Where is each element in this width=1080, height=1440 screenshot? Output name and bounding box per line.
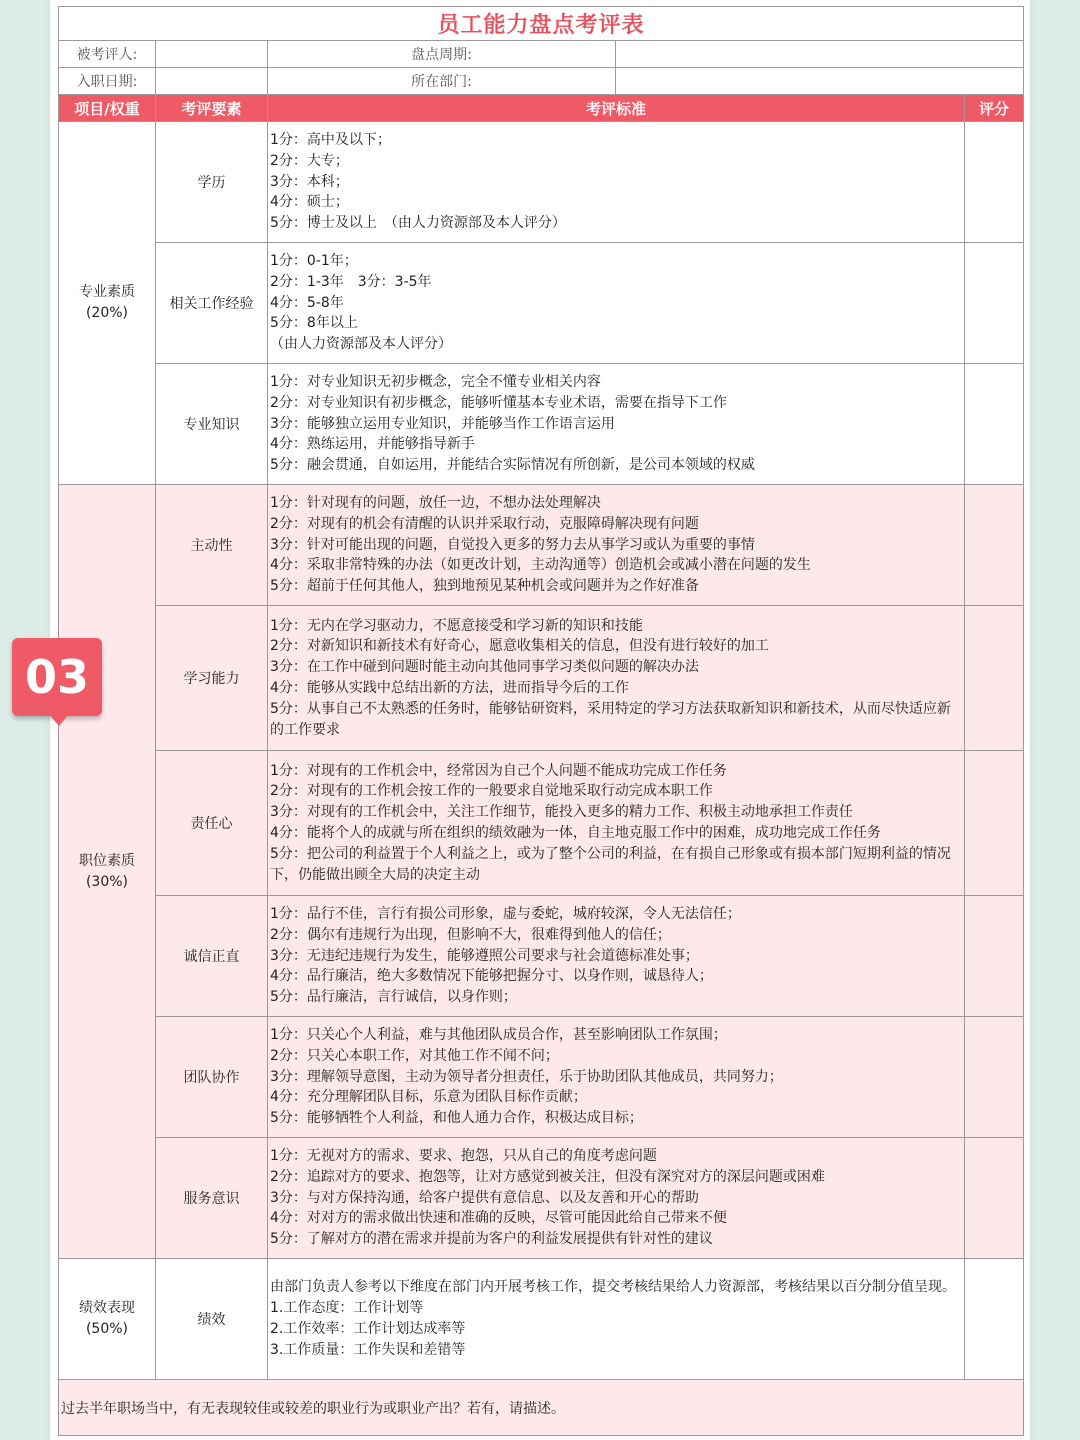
criteria-line: 2分：大专； xyxy=(270,152,349,169)
score-field[interactable] xyxy=(965,243,1024,364)
criteria-cell xyxy=(268,243,965,364)
factor-cell: 服务意识 xyxy=(156,1138,268,1259)
score-field[interactable] xyxy=(965,1259,1024,1380)
factor-cell: 团队协作 xyxy=(156,1017,268,1138)
criteria-cell xyxy=(268,1259,965,1380)
criteria-line: 5分：从事自己不太熟悉的任务时，能够钻研资料，采用特定的学习方法获取新知识和新技术，从而尽快适应新的工作要求 xyxy=(270,700,951,738)
category-performance xyxy=(59,1259,156,1380)
criteria-line: 4分：对对方的需求做出快速和准确的反映，尽管可能因此给自己带来不便 xyxy=(270,1210,727,1227)
criteria-line: 5分：了解对方的潜在需求并提前为客户的利益发展提供有针对性的建议 xyxy=(270,1231,713,1248)
category-label: 职位素质 xyxy=(79,852,135,869)
criteria-line: 2分：偶尔有违规行为出现，但影响不大，很难得到他人的信任； xyxy=(270,926,671,943)
category-label: 专业素质 xyxy=(79,284,135,300)
criteria-line: 1分：0-1年； xyxy=(270,253,358,269)
criteria-line: 1分：品行不佳，言行有损公司形象，虚与委蛇，城府较深，令人无法信任； xyxy=(270,906,741,922)
hire-date-label: 入职日期: xyxy=(59,68,156,95)
criteria-line: 2分：1-3年 3分：3-5年 xyxy=(270,273,432,290)
department-label: 所在部门: xyxy=(268,68,616,95)
criteria-line: 3分：在工作中碰到问题时能主动向其他同事学习类似问题的解决办法 xyxy=(270,659,699,676)
score-field[interactable] xyxy=(965,485,1024,606)
criteria-cell xyxy=(268,896,965,1017)
badge-pointer xyxy=(49,714,69,726)
category-position xyxy=(59,485,156,1259)
period-field[interactable] xyxy=(616,41,1024,68)
factor-cell: 诚信正直 xyxy=(156,896,268,1017)
criteria-line: 4分：熟练运用，并能够指导新手 xyxy=(270,436,475,453)
closing-question-field[interactable] xyxy=(59,1380,1024,1436)
criteria-line: 5分：融会贯通，自如运用，并能结合实际情况有所创新，是公司本领域的权威 xyxy=(270,457,755,474)
criteria-line: 3分：对现有的工作机会中，关注工作细节，能投入更多的精力工作、积极主动地承担工作责任 xyxy=(270,804,853,821)
header-criteria: 考评标准 xyxy=(268,95,965,122)
page-title: 员工能力盘点考评表 xyxy=(59,7,1024,41)
criteria-cell xyxy=(268,122,965,243)
criteria-line: 4分：充分理解团队目标，乐意为团队目标作贡献； xyxy=(270,1089,587,1106)
closing-question: 过去半年职场当中，有无表现较佳或较差的职业行为或职业产出？若有，请描述。 xyxy=(61,1400,565,1417)
factor-cell: 学习能力 xyxy=(156,606,268,751)
criteria-line: 3分：理解领导意图，主动为领导者分担责任，乐于协助团队其他成员，共同努力； xyxy=(270,1068,783,1085)
criteria-line: 1.工作态度：工作计划等 xyxy=(270,1300,424,1317)
evaluation-table xyxy=(58,6,1024,1436)
criteria-line: 5分：博士及以上 （由人力资源部及本人评分） xyxy=(270,215,566,232)
criteria-line: 4分：能将个人的成就与所在组织的绩效融为一体，自主地克服工作中的困难，成功地完成工作任务 xyxy=(270,825,881,841)
score-field[interactable] xyxy=(965,896,1024,1017)
section-badge: 03 xyxy=(12,638,102,716)
criteria-line: 5分：能够牺牲个人利益，和他人通力合作，积极达成目标； xyxy=(270,1110,643,1127)
criteria-line: 2分：对现有的机会有清醒的认识并采取行动，克服障碍解决现有问题 xyxy=(270,515,699,532)
criteria-line: 1分：高中及以下； xyxy=(270,132,391,148)
criteria-line: 2分：对新知识和新技术有好奇心，愿意收集相关的信息，但没有进行较好的加工 xyxy=(270,638,769,655)
criteria-line: 5分：把公司的利益置于个人利益之上，或为了整个公司的利益，在有损自己形象或有损本部门短期利益的情况下，仍能做出顾全大局的决定主动 xyxy=(270,845,951,883)
criteria-line: 1分：无内在学习驱动力，不愿意接受和学习新的知识和技能 xyxy=(270,617,643,634)
criteria-line: 2分：只关心本职工作，对其他工作不闻不问； xyxy=(270,1047,559,1064)
criteria-line: 3分：能够独立运用专业知识，并能够当作工作语言运用 xyxy=(270,415,615,432)
score-field[interactable] xyxy=(965,364,1024,485)
criteria-line: 4分：采取非常特殊的办法（如更改计划，主动沟通等）创造机会或减小潜在问题的发生 xyxy=(270,557,811,574)
criteria-line: 4分：能够从实践中总结出新的方法，进而指导今后的工作 xyxy=(270,680,629,696)
criteria-line: 2分：追踪对方的要求、抱怨等，让对方感觉到被关注，但没有深究对方的深层问题或困难 xyxy=(270,1168,825,1185)
criteria-line: 1分：对现有的工作机会中，经常因为自己个人问题不能成功完成工作任务 xyxy=(270,762,727,779)
criteria-line: 5分：超前于任何其他人，独到地预见某种机会或问题并为之作好准备 xyxy=(270,578,699,595)
factor-cell: 相关工作经验 xyxy=(156,243,268,364)
criteria-cell xyxy=(268,751,965,896)
criteria-line: 4分：5-8年 xyxy=(270,294,344,311)
evaluation-sheet xyxy=(50,0,1030,1440)
reviewee-label: 被考评人: xyxy=(59,41,156,68)
header-factor: 考评要素 xyxy=(156,95,268,122)
score-field[interactable] xyxy=(965,1017,1024,1138)
criteria-cell xyxy=(268,364,965,485)
category-label: 绩效表现 xyxy=(79,1300,135,1316)
factor-cell: 绩效 xyxy=(156,1259,268,1380)
criteria-line: 3分：无违纪违规行为发生，能够遵照公司要求与社会道德标准处事； xyxy=(270,947,699,964)
factor-cell: 专业知识 xyxy=(156,364,268,485)
criteria-line: 2分：对现有的工作机会按工作的一般要求自觉地采取行动完成本职工作 xyxy=(270,783,713,800)
category-professional xyxy=(59,122,156,485)
category-weight: (30%) xyxy=(85,873,129,890)
criteria-line: 由部门负责人参考以下维度在部门内开展考核工作，提交考核结果给人力资源部，考核结果以百分制分值呈现。 xyxy=(270,1279,956,1296)
header-item-weight: 项目/权重 xyxy=(59,95,156,122)
criteria-line: 5分：品行廉洁，言行诚信，以身作则； xyxy=(270,989,517,1006)
criteria-line: 1分：针对现有的问题，放任一边，不想办法处理解决 xyxy=(270,495,601,511)
criteria-line: 4分：品行廉洁，绝大多数情况下能够把握分寸、以身作则，诚恳待人； xyxy=(270,968,713,985)
criteria-line: 1分：对专业知识无初步概念，完全不懂专业相关内容 xyxy=(270,374,601,390)
criteria-line: 3分：针对可能出现的问题，自觉投入更多的努力去从事学习或认为重要的事情 xyxy=(270,536,755,553)
category-weight: (50%) xyxy=(85,1321,129,1337)
header-score: 评分 xyxy=(965,95,1024,122)
criteria-cell xyxy=(268,606,965,751)
score-field[interactable] xyxy=(965,122,1024,243)
score-field[interactable] xyxy=(965,606,1024,751)
criteria-line: 5分：8年以上 xyxy=(270,315,358,332)
score-field[interactable] xyxy=(965,751,1024,896)
criteria-line: 3分：本科； xyxy=(270,173,349,190)
criteria-line: 3.工作质量：工作失误和差错等 xyxy=(270,1341,466,1358)
criteria-cell xyxy=(268,1138,965,1259)
period-label: 盘点周期: xyxy=(268,41,616,68)
criteria-line: 2.工作效率：工作计划达成率等 xyxy=(270,1321,466,1337)
criteria-line: 1分：只关心个人利益，难与其他团队成员合作，甚至影响团队工作氛围； xyxy=(270,1027,727,1043)
score-field[interactable] xyxy=(965,1138,1024,1259)
factor-cell: 学历 xyxy=(156,122,268,243)
category-weight: (20%) xyxy=(85,305,129,321)
criteria-line: 3分：与对方保持沟通，给客户提供有意信息、以及友善和开心的帮助 xyxy=(270,1189,699,1206)
criteria-cell xyxy=(268,485,965,606)
criteria-line: 2分：对专业知识有初步概念，能够听懂基本专业术语，需要在指导下工作 xyxy=(270,394,727,411)
hire-date-field[interactable] xyxy=(156,68,268,95)
criteria-line: 1分：无视对方的需求、要求、抱怨，只从自己的角度考虑问题 xyxy=(270,1148,657,1164)
factor-cell: 责任心 xyxy=(156,751,268,896)
factor-cell: 主动性 xyxy=(156,485,268,606)
criteria-line: （由人力资源部及本人评分） xyxy=(270,336,452,353)
department-field[interactable] xyxy=(616,68,1024,95)
reviewee-field[interactable] xyxy=(156,41,268,68)
criteria-cell xyxy=(268,1017,965,1138)
criteria-line: 4分：硕士； xyxy=(270,194,349,211)
